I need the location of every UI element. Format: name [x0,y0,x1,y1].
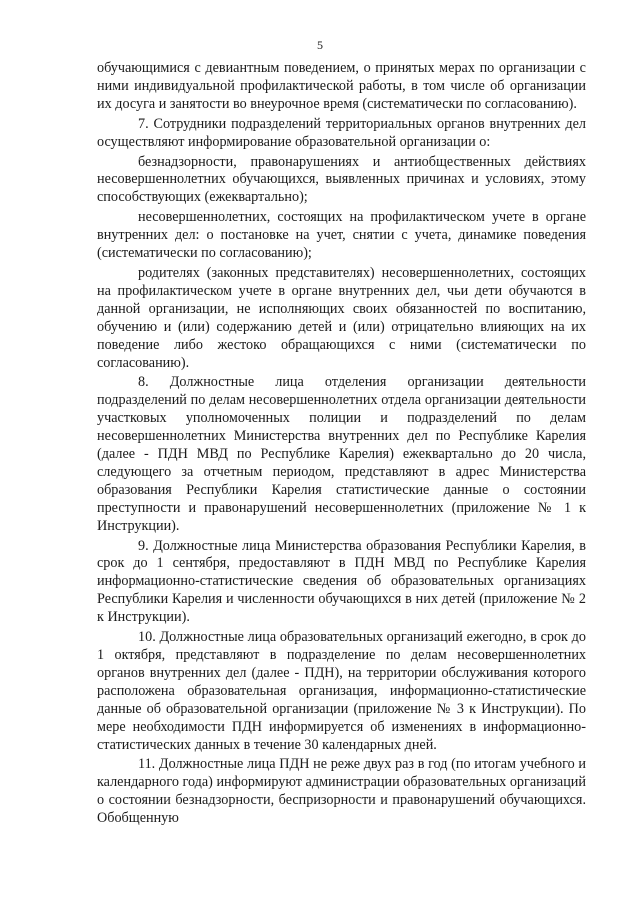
paragraph-item-9: 9. Должностные лица Министерства образования Республики Карелия, в срок до 1 сентября, предоставляют в ПДН МВД по Республике Карелия информационно-статистические сведения об образовательных организациях Республики Карелия и численности обучающихся в них детей (приложение № 2 к Инструкции). [97,537,586,626]
paragraph-item-10: 10. Должностные лица образовательных организаций ежегодно, в срок до 1 октября, представляют в подразделение по делам несовершеннолетних органов внутренних дел (далее - ПДН), на территории обслуживания которого расположена образовательная организация, информационно-статистические данные об образовательной организации (приложение № 3 к Инструкции). По мере необходимости ПДН информируется об изменениях в информационно-статистических данных в течение 30 календарных дней. [97,629,586,753]
paragraph-sub-parents: родителях (законных представителях) несовершеннолетних, состоящих на профилактическом учете в органе внутренних дел, чьи дети обучаются в данной организации, не исполняющих своих обязанностей по воспитанию, обучению и (или) содержанию детей и (или) отрицательно влияющих на их поведение либо жестоко обращающихся с ними (систематически по согласованию). [97,264,586,371]
page-number: 5 [317,38,323,52]
paragraph-item-7: 7. Сотрудники подразделений территориальных органов внутренних дел осуществляют информирование образовательной организации о: [97,115,586,150]
paragraph-item-8: 8. Должностные лица отделения организации деятельности подразделений по делам несовершеннолетних отдела организации деятельности участковых уполномоченных полиции и подразделений по делам несовершеннолетних Министерства внутренних дел по Республике Карелия (далее - ПДН МВД по Республике Карелия) ежеквартально до 20 числа, следующего за отчетным периодом, представляют в адрес Министерства образования Республики Карелия статистические данные о состоянии преступности и правонарушений несовершеннолетних (приложение № 1 к Инструкции). [97,374,586,534]
paragraph-continuation: обучающимися с девиантным поведением, о принятых мерах по организации с ними индивидуальной профилактической работы, в том числе об организации их досуга и занятости во внеурочное время (систематически по согласованию). [97,60,586,112]
paragraph-sub-registered-minors: несовершеннолетних, состоящих на профилактическом учете в органе внутренних дел: о постановке на учет, снятии с учета, динамике поведения (систематически по согласованию); [97,209,586,262]
paragraph-item-11: 11. Должностные лица ПДН не реже двух раз в год (по итогам учебного и календарного года) информируют администрации образовательных организаций о состоянии безнадзорности, беспризорности и правонарушений обучающихся. Обобщенную [97,756,586,827]
paragraph-sub-neglect: безнадзорности, правонарушениях и антиобщественных действиях несовершеннолетних обучающихся, выявленных причинах и условиях, этому способствующих (ежеквартально); [97,153,586,206]
document-body [97,60,586,830]
